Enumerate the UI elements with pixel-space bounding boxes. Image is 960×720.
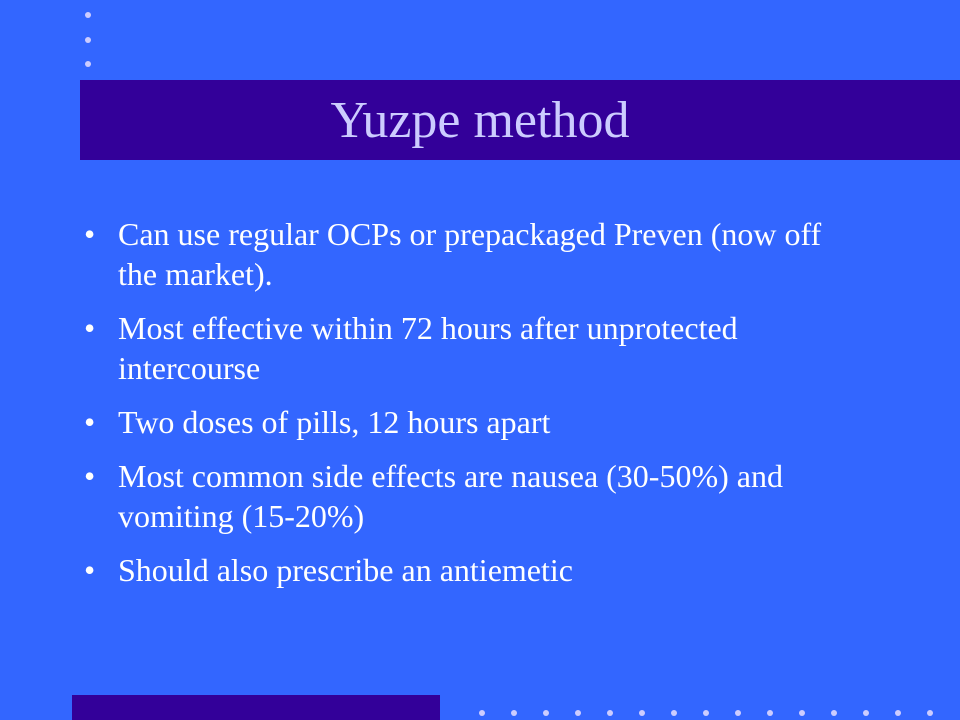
decorative-dot: [863, 710, 869, 716]
bullet-item: [80, 456, 860, 536]
decorative-dot: [927, 710, 933, 716]
decorative-dot: [543, 710, 549, 716]
bullet-icon: •: [84, 216, 96, 252]
bullet-text: Most common side effects are nausea (30-50%) and vomiting (15-20%): [118, 458, 783, 534]
decorative-dot: [607, 710, 613, 716]
bullet-item: [80, 550, 860, 590]
decorative-dot: [85, 37, 91, 43]
bullet-item: [80, 308, 860, 388]
bullet-text: Two doses of pills, 12 hours apart: [118, 404, 551, 440]
bullet-icon: •: [84, 404, 96, 440]
decorative-dot: [479, 710, 485, 716]
bullet-item: [80, 402, 860, 442]
slide-title: Yuzpe method: [330, 92, 630, 149]
decorative-dot: [799, 710, 805, 716]
decorative-dot: [639, 710, 645, 716]
bullet-icon: •: [84, 458, 96, 494]
decorative-dot: [671, 710, 677, 716]
decorative-dot: [831, 710, 837, 716]
decorative-dot: [511, 710, 517, 716]
decorative-dot: [767, 710, 773, 716]
bullet-icon: •: [84, 552, 96, 588]
bullet-text: Most effective within 72 hours after unprotected intercourse: [118, 310, 738, 386]
decorative-dot: [703, 710, 709, 716]
decorative-dot: [575, 710, 581, 716]
bottom-band: [72, 695, 440, 720]
decorative-dot: [895, 710, 901, 716]
decorative-dot: [735, 710, 741, 716]
bullet-text: Can use regular OCPs or prepackaged Preven (now off the market).: [118, 216, 822, 292]
bullet-icon: •: [84, 310, 96, 346]
bullet-item: [80, 214, 860, 294]
bullet-list: [80, 214, 860, 604]
bullet-text: Should also prescribe an antiemetic: [118, 552, 573, 588]
decorative-dot: [85, 61, 91, 67]
decorative-dot: [85, 12, 91, 18]
